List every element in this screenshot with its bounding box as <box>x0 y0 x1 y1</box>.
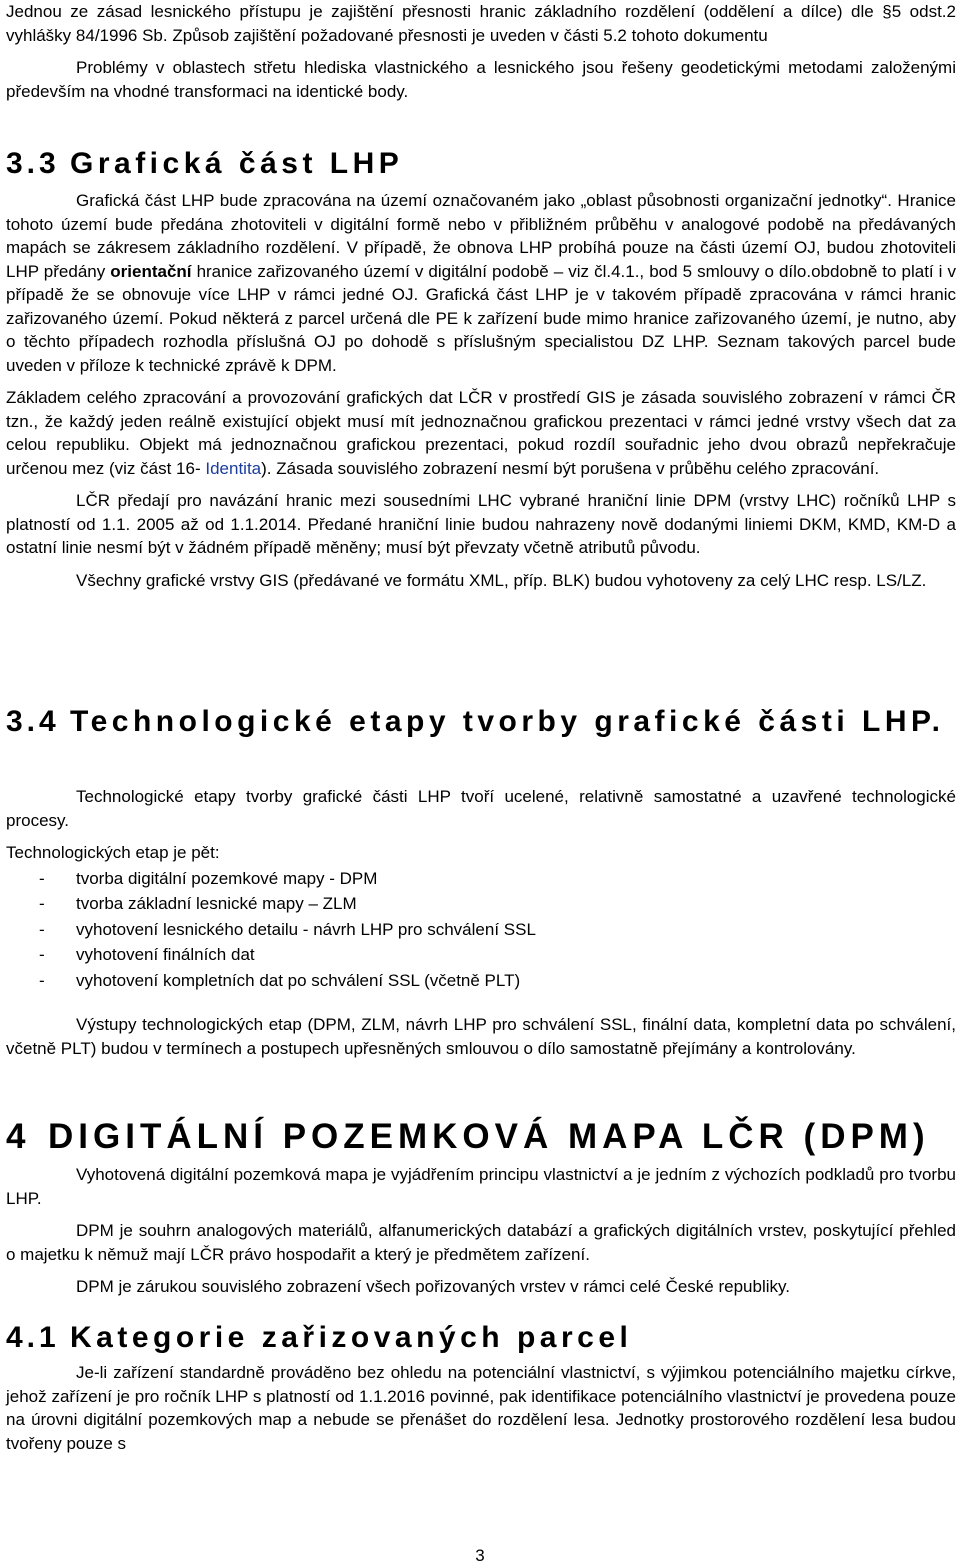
section-4-1-title: Kategorie zařizovaných parcel <box>70 1321 633 1354</box>
identita-link[interactable]: Identita <box>205 458 262 478</box>
intro-paragraph-1: Jednou ze zásad lesnického přístupu je zajištění přesnosti hranic základního rozdělení (oddělení a dílce) dle §5 odst.2 vyhlášky 84/1996 Sb. Způsob zajištění požadované přesnosti je uveden v části 5.2 tohoto dokumentu <box>6 2 956 45</box>
intro-paragraph-2: Problémy v oblastech střetu hlediska vlastnického a lesnického jsou řešeny geodetickými metodami založenými především na vhodné transformaci na identické body. <box>6 58 956 101</box>
chapter-4-paragraph-2: DPM je souhrn analogových materiálů, alfanumerických databází a grafických digitálních vrstev, poskytující přehled o majetku k němuž mají LČR právo hospodařit a který je předmětem zařízení. <box>6 1221 956 1264</box>
list-item: - vyhotovení lesnického detailu - návrh LHP pro schválení SSL <box>39 919 536 939</box>
section-4-1-heading <box>6 1320 956 1356</box>
list-item: - tvorba digitální pozemkové mapy - DPM <box>39 868 378 888</box>
section-3-3-title: Grafická část LHP <box>70 147 404 180</box>
list-item: - tvorba základní lesnické mapy – ZLM <box>39 894 357 913</box>
section-3-3-paragraph-4: Všechny grafické vrstvy GIS (předávané ve formátu XML, příp. BLK) budou vyhotoveny za celý LHC resp. LS/LZ. <box>76 570 927 590</box>
section-3-4-paragraph-1: Technologické etapy tvorby grafické části LHP tvoří ucelené, relativně samostatné a uzavřené technologické procesy. <box>6 787 956 830</box>
chapter-4-paragraph-1: Vyhotovená digitální pozemková mapa je vyjádřením principu vlastnictví a je jedním z výchozích podkladů pro tvorbu LHP. <box>6 1165 956 1208</box>
section-4-1-paragraph-1: Je-li zařízení standardně prováděno bez ohledu na potenciální vlastnictví, s výjimkou potenciálního majetku církve, jehož zařízení je pro ročník LHP s platností od 1.1.2016 povinné, pak identifikace potenciálního vlastnictví je provedena pouze na úrovni digitální pozemkových map a nebude se přenášet do rozdělení lesa. Jednotky prostorového rozdělení lesa budou tvořeny pouze s <box>6 1363 956 1453</box>
chapter-4-title: DIGITÁLNÍ POZEMKOVÁ MAPA LČR (DPM) <box>48 1117 930 1156</box>
list-item: - vyhotovení kompletních dat po schválení SSL (včetně PLT) <box>39 970 521 990</box>
chapter-4-body <box>6 1163 956 1299</box>
section-3-3-number: 3.3 <box>6 147 60 180</box>
section-3-4-number: 3.4 <box>6 705 60 738</box>
section-3-3-heading <box>6 146 956 182</box>
section-4-1-number: 4.1 <box>6 1321 60 1354</box>
page-number: 3 <box>475 1546 485 1565</box>
section-3-4-body <box>6 785 956 993</box>
chapter-4-heading <box>6 1117 956 1157</box>
list-item: - vyhotovení finálních dat <box>39 945 255 964</box>
intro-section <box>6 0 956 103</box>
bold-orientacni: orientační <box>110 261 192 281</box>
section-4-1-body <box>6 1361 956 1455</box>
section-3-3-body <box>6 189 956 592</box>
chapter-4-number: 4 <box>6 1117 31 1156</box>
section-3-3-paragraph-1: Grafická část LHP bude zpracována na území označovaném jako „oblast působnosti organizační jednotky“. Hranice tohoto území bude předána zhotoviteli v digitální formě nebo v přibližném průběhu v analogové podobě na předávaných mapách se zákresem základního rozdělení. V případě, že obnova LHP probíhá pouze na části území OJ, budou zhotoviteli LHP předány orientační hranice zařizovaného území v digitální podobě – viz čl.4.1., bod 5 smlouvy o dílo.obdobně to platí i v případě že se obnovuje více LHP v rámci jedné OJ. Grafická část LHP je v takovém případě zpracována v rámci hranic zařizovaného území. Pokud některá z parcel určená dle PE k zařízení bude mimo hranice zařizovaného území, je nutno, aby o těchto případech rozhodla příslušná OJ po dohodě s příslušným specialistou DZ LHP. Seznam takových parcel bude uveden v příloze k technické zprávě k DPM. <box>6 191 956 375</box>
section-3-3-paragraph-3: LČR předají pro navázání hranic mezi sousedními LHC vybrané hraniční linie DPM (vrstvy LHC) ročníků LHP s platností od 1.1. 2005 až od 1.1.2014. Předané hraniční linie budou nahrazeny nově dodanými liniemi DKM, KMD, KM-D a ostatní linie nesmí být v žádném případě měněny; musí být převzaty včetně atributů původu. <box>6 491 956 557</box>
section-3-3-paragraph-2: Základem celého zpracování a provozování grafických dat LČR v prostředí GIS je zásada souvislého zobrazení v rámci ČR tzn., že každý jeden reálně existující objekt musí mít jednoznačnou grafickou prezentaci v rámci jedné vrstvy všech dat za celou republiku. Objekt má jednoznačnou grafickou prezentaci, pokud rozdíl souřadnic jeho dvou obrazů nepřekračuje určenou mez (viz část 16- Identita). Zásada souvislého zobrazení nesmí být porušena v průběhu celého zpracování. <box>6 388 956 478</box>
chapter-4-paragraph-3: DPM je zárukou souvislého zobrazení všech pořizovaných vrstev v rámci celé České republiky. <box>76 1277 790 1296</box>
section-3-4-title: Technologické etapy tvorby grafické části LHP. <box>70 705 945 738</box>
section-3-4-paragraph-3: Výstupy technologických etap (DPM, ZLM, návrh LHP pro schválení SSL, finální data, kompletní data po schválení, včetně PLT) budou v termínech a postupech upřesněných smlouvou o dílo samostatně přejímány a kontrolovány. <box>6 1015 956 1058</box>
section-3-4-heading <box>6 704 956 740</box>
section-3-4-outputs <box>6 1013 956 1060</box>
etapy-list <box>6 866 956 994</box>
section-3-4-paragraph-2: Technologických etap je pět: <box>6 843 220 862</box>
